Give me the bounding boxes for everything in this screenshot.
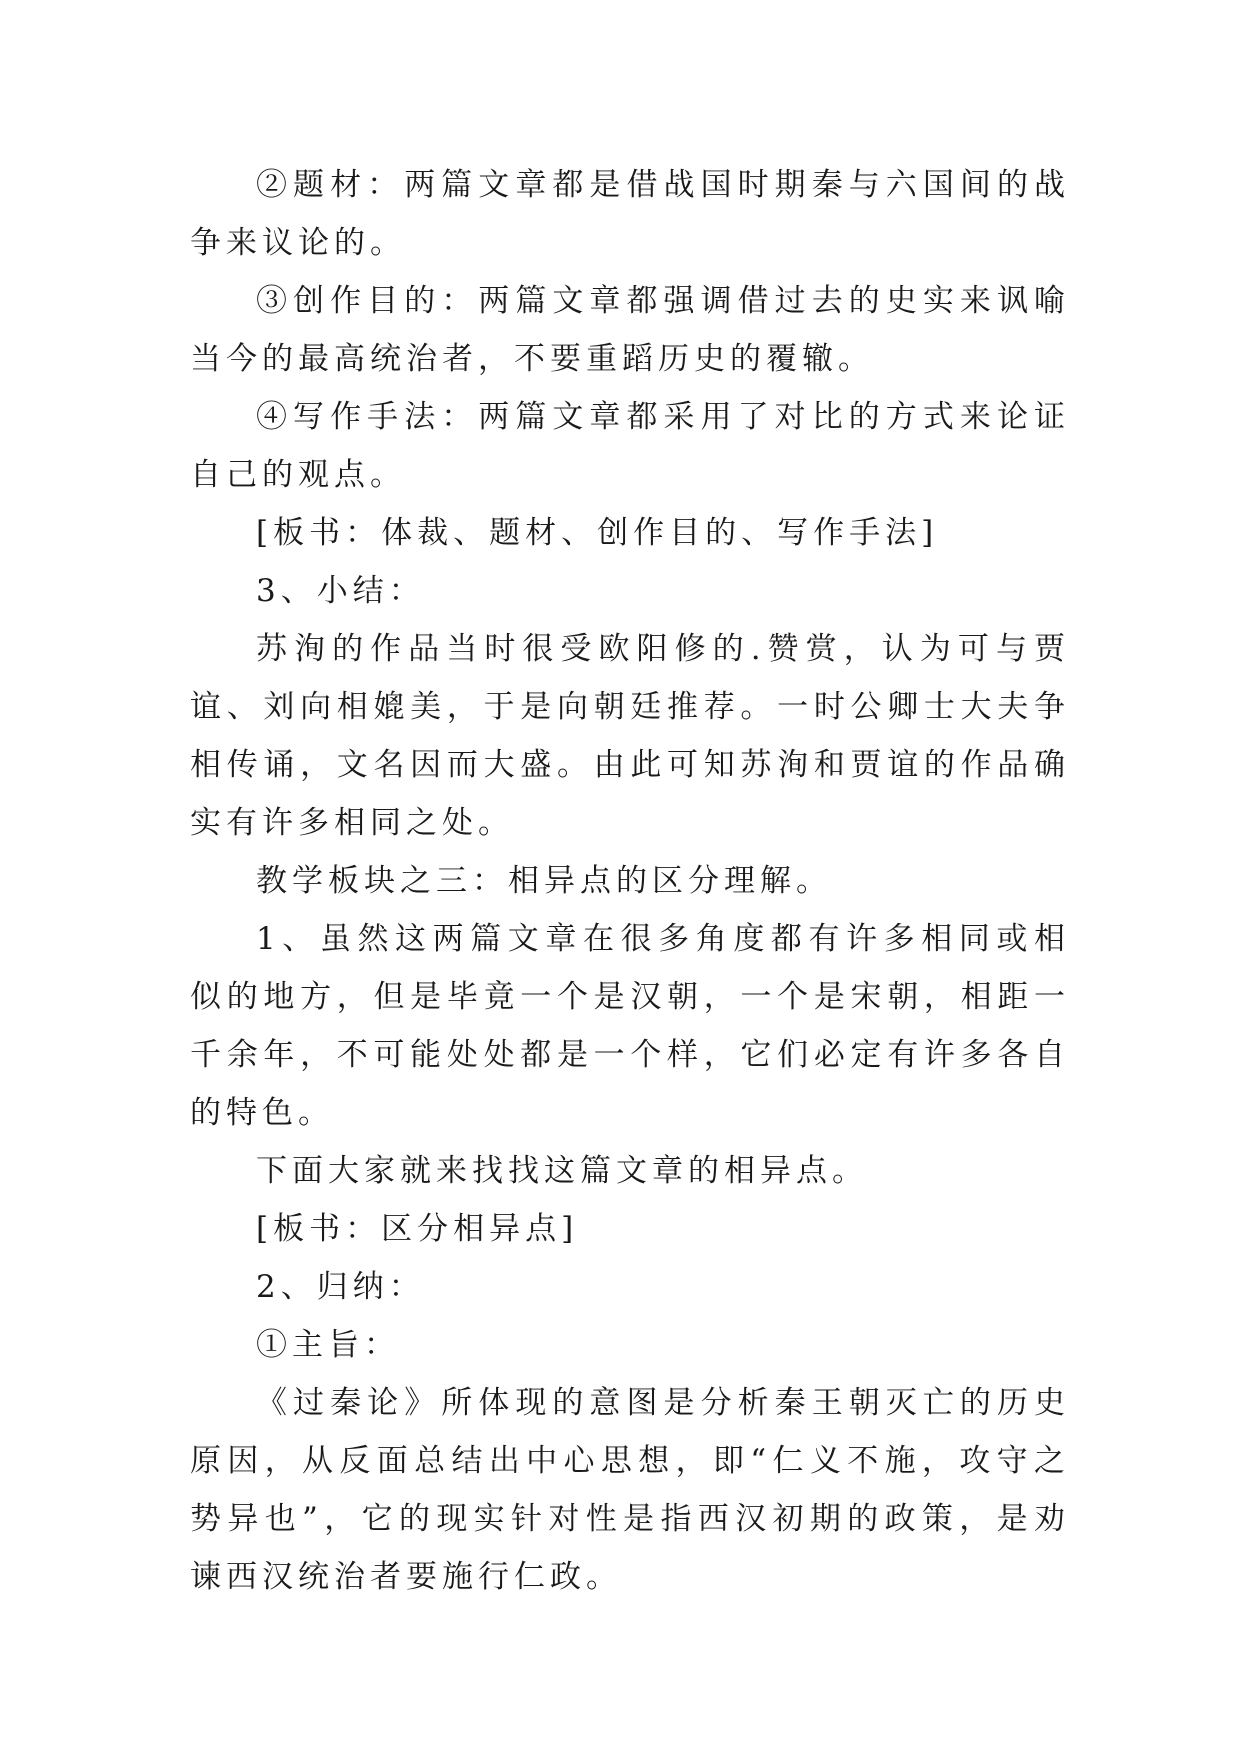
document-body (190, 156, 1070, 1606)
paragraph-main-idea: 《过秦论》所体现的意图是分析秦王朝灭亡的历史原因，从反面总结出中心思想，即“仁义不施，攻守之势异也”，它的现实针对性是指西汉初期的政策，是劝谏西汉统治者要施行仁政。 (190, 1385, 1070, 1595)
paragraph-technique: ④写作手法：两篇文章都采用了对比的方式来论证自己的观点。 (190, 399, 1070, 493)
paragraph-board-note-1: [板书：体裁、题材、创作目的、写作手法] (256, 515, 939, 551)
paragraph-board-note-2: [板书：区分相异点] (256, 1211, 579, 1247)
paragraph-differences-intro: 1、虽然这两篇文章在很多角度都有许多相同或相似的地方，但是毕竟一个是汉朝，一个是宋朝，相距一千余年，不可能处处都是一个样，它们必定有许多各自的特色。 (190, 921, 1070, 1131)
paragraph-main-idea-heading: ①主旨： (256, 1327, 400, 1363)
paragraph-summary-heading: 3、小结： (256, 573, 425, 609)
paragraph-find-differences: 下面大家就来找找这篇文章的相异点。 (256, 1153, 868, 1189)
paragraph-section-three-heading: 教学板块之三：相异点的区分理解。 (256, 863, 832, 899)
paragraph-purpose: ③创作目的：两篇文章都强调借过去的史实来讽喻当今的最高统治者，不要重蹈历史的覆辙。 (190, 283, 1070, 377)
paragraph-summary: 苏洵的作品当时很受欧阳修的.赞赏，认为可与贾谊、刘向相媲美，于是向朝廷推荐。一时公卿士大夫争相传诵，文名因而大盛。由此可知苏洵和贾谊的作品确实有许多相同之处。 (190, 631, 1070, 841)
paragraph-theme: ②题材：两篇文章都是借战国时期秦与六国间的战争来议论的。 (190, 167, 1070, 261)
paragraph-induction-heading: 2、归纳： (256, 1269, 425, 1305)
